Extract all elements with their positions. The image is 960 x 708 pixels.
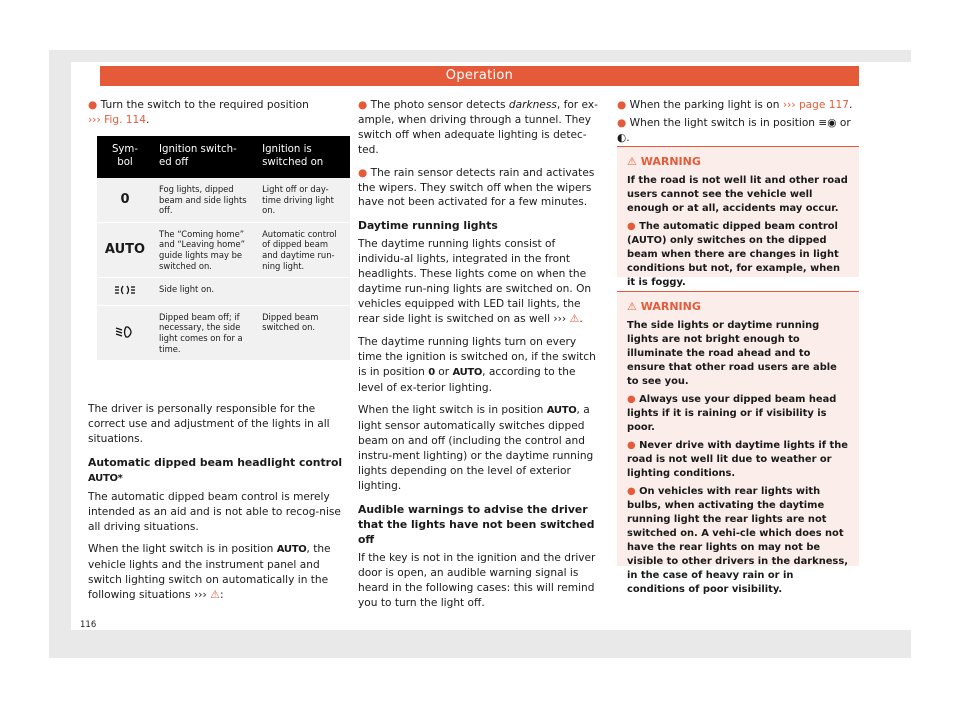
column-left: [88, 98, 346, 136]
auto-heading: Automatic dipped beam headlight control AUTO*: [88, 455, 343, 484]
warning-title: ⚠ WARNING: [627, 155, 701, 168]
light-sensor-paragraph: When the light switch is in position AUTO, a light sensor automatically switches dipped beam on and off (including the control and instru-ment lighting) or the daytime running lights depending on the level of exterior lighting.: [358, 404, 594, 492]
bullet-icon: ●: [627, 486, 636, 497]
bullet-icon: ●: [627, 440, 636, 451]
page-number: 116: [80, 620, 97, 630]
bullet-icon: ●: [627, 221, 636, 232]
warning-triangle-icon: ⚠: [627, 300, 637, 313]
auto-icon: AUTO: [97, 222, 153, 277]
column-middle: [358, 98, 600, 618]
dipped-beam-icon: [97, 305, 153, 360]
bullet-icon: ●: [358, 166, 368, 179]
light-switch-item: ● When the light switch is in position ≡◉ or ◐.: [617, 116, 851, 144]
position-zero-icon: 0: [97, 178, 153, 222]
auto-icon: AUTO: [276, 544, 307, 556]
intro-paragraph: ● Turn the switch to the required position ››› Fig. 114.: [88, 99, 309, 126]
section-header: Operation: [100, 66, 859, 86]
position-zero-icon: 0: [428, 366, 435, 378]
audible-warning-heading: Audible warnings to advise the driver that the lights have not been switched off: [358, 502, 595, 546]
responsibility-paragraph: The driver is personally responsible for the correct use and adjustment of the lights in all situations.: [88, 403, 330, 445]
warning-box-1: ⚠ WARNING If the road is not well lit and other road users cannot see the vehicle well enough or at all, accidents may occur. ● The automatic dipped beam control (AUTO) only switches on the dipped beam when there are changes in light conditions but not, for example, when it is foggy.: [617, 146, 859, 277]
auto-situations-paragraph: When the light switch is in position AUTO, the vehicle lights and the instrument panel and switch lighting switch on automatically in the following situations ››› ⚠:: [88, 543, 331, 602]
bullet-icon: ●: [617, 99, 627, 111]
side-light-icon: [97, 278, 153, 306]
switch-positions-table: [97, 136, 350, 361]
page-link[interactable]: ››› page 117: [782, 99, 849, 111]
warning-box-2: ⚠ WARNING The side lights or daytime running lights are not bright enough to illuminate the road ahead and to ensure that other road users are able to see you. ● Always use your dipped beam head lights if it is raining or if visibility is poor. ● Never drive with daytime lights if the road is not well lit due to weather or lighting conditions. ● On vehicles with rear lights with bulbs, when activating the daytime running light the rear lights are not switched on. A vehi-cle which does not have the rear lights on may not be visible to other drivers in the darkness, in the case of heavy rain or in conditions of poor visibility.: [617, 291, 859, 566]
table-header-on: Ignition is switched on: [256, 136, 350, 178]
warning-triangle-icon: ⚠: [569, 311, 580, 325]
rain-sensor-item: ● The rain sensor detects rain and activates the wipers. They switch off when the wipers have not been activated for a few minutes.: [358, 166, 595, 209]
warning-triangle-icon: ⚠: [210, 588, 220, 602]
daytime-heading: Daytime running lights: [358, 219, 498, 233]
fig-link[interactable]: ››› Fig. 114: [88, 113, 147, 126]
table-row: 0 Fog lights, dipped beam and side lights off. Light off or day-time driving light on.: [97, 178, 350, 222]
warning-triangle-icon: ⚠: [627, 155, 637, 168]
warning-title: ⚠ WARNING: [627, 300, 701, 313]
bullet-icon: ●: [627, 394, 636, 405]
table-header-symbol: Sym- bol: [97, 136, 153, 178]
audible-warning-paragraph: If the key is not in the ignition and the driver door is open, an audible warning signal is heard in the following cases: this will remind you to turn the light off.: [358, 551, 596, 609]
bullet-icon: ●: [358, 99, 368, 111]
parking-light-item: ● When the parking light is on ››› page 117.: [617, 99, 853, 111]
table-row: Side light on.: [97, 278, 350, 306]
table-row: AUTO The “Coming home” and “Leaving home” guide lights may be switched on. Automatic control of dipped beam and daytime run-ning light.: [97, 222, 350, 277]
auto-icon: AUTO: [452, 366, 483, 378]
column-left-lower: [88, 402, 346, 611]
auto-paragraph: The automatic dipped beam control is merely intended as an aid and is not able to recog-nise all driving situations.: [88, 490, 341, 533]
side-light-or-parking-icon: ≡◉ or ◐: [617, 116, 851, 144]
daytime-paragraph: The daytime running lights consist of individu-al lights, integrated in the front headlights. These lights come on when the daytime run-ning lights are switched on. On vehicles equipped with LED tail lights, the rear side light is switched on as well ››› ⚠.: [358, 238, 592, 325]
bullet-icon: ●: [88, 99, 98, 111]
auto-icon: AUTO: [546, 405, 577, 417]
photo-sensor-item: ● The photo sensor detects darkness, for ex-ample, when driving through a tunnel. They switch off when adequate lighting is detec-ted.: [358, 99, 598, 156]
auto-star-icon: AUTO*: [88, 472, 123, 484]
daytime-ignition-paragraph: The daytime running lights turn on every time the ignition is switched on, if the switch is in position 0 or AUTO, according to the level of ex-terior lighting.: [358, 335, 596, 394]
table-header-off: Ignition switch- ed off: [153, 136, 256, 178]
bullet-icon: ●: [617, 116, 627, 129]
table-row: Dipped beam off; if necessary, the side light comes on for a time. Dipped beam switched on.: [97, 305, 350, 360]
